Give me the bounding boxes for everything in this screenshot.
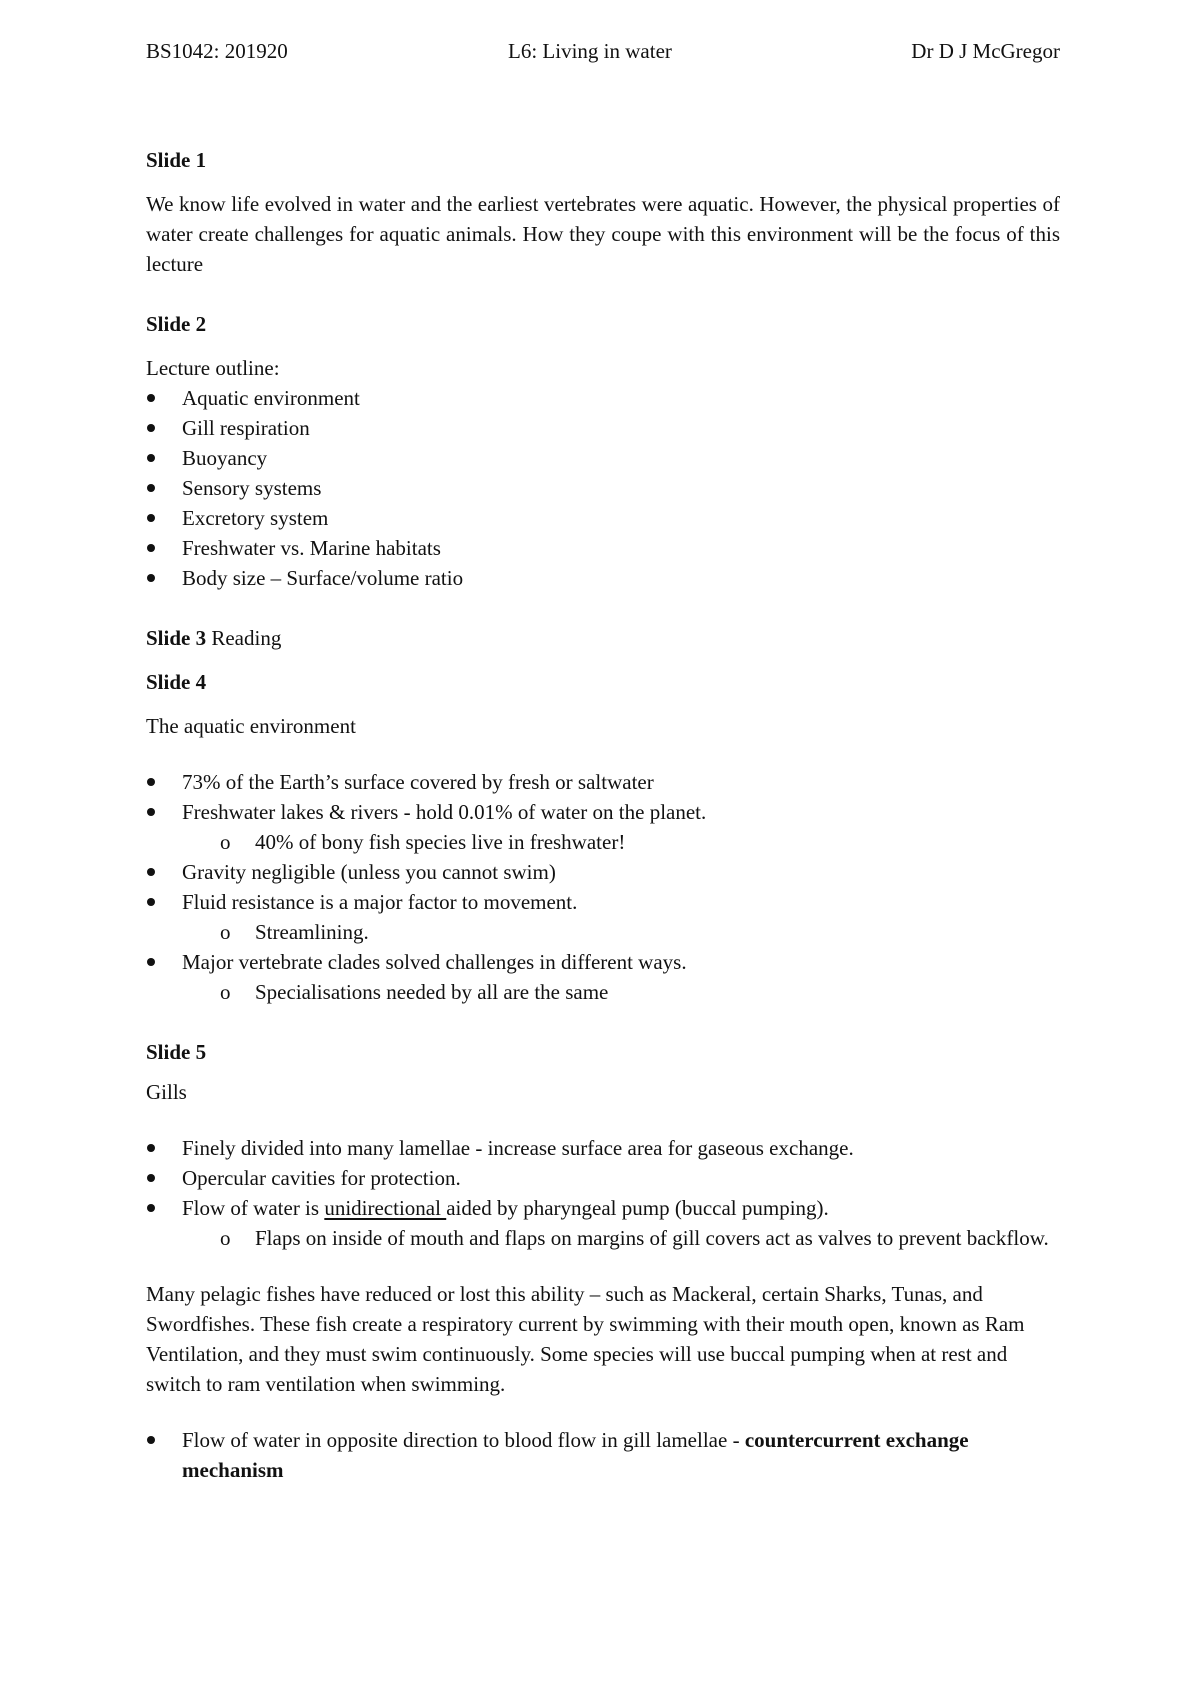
slide-4-intro: The aquatic environment xyxy=(146,714,356,738)
list-item: Major vertebrate clades solved challenges in different ways. o Specialisations needed by all are the same xyxy=(146,947,1060,1007)
bullet-icon xyxy=(147,808,155,816)
sub-list xyxy=(146,827,1060,857)
header-author: Dr D J McGregor xyxy=(911,39,1060,63)
slide-2-heading: Slide 2 xyxy=(146,312,207,336)
slide-5-intro: Gills xyxy=(146,1080,187,1104)
header-course-code: BS1042: 201920 xyxy=(146,39,288,63)
bullet-icon xyxy=(147,778,155,786)
sub-list xyxy=(146,977,1060,1007)
sub-list-item: o Specialisations needed by all are the same xyxy=(146,977,1060,1007)
sub-list-item: o Streamlining. xyxy=(146,917,1060,947)
slide-1-heading: Slide 1 xyxy=(146,148,207,172)
list-item: Sensory systems xyxy=(146,473,1060,503)
list-item: Body size – Surface/volume ratio xyxy=(146,563,1060,593)
list-item: 73% of the Earth’s surface covered by fresh or saltwater xyxy=(146,767,1060,797)
bullet-icon xyxy=(147,1174,155,1182)
document-body xyxy=(146,145,1060,1485)
bullet-icon xyxy=(147,958,155,966)
slide-5-heading: Slide 5 xyxy=(146,1040,207,1064)
slide-5-section xyxy=(146,1037,1060,1485)
list-item: Freshwater vs. Marine habitats xyxy=(146,533,1060,563)
slide-3-heading: Slide 3 xyxy=(146,626,207,650)
circle-bullet-icon: o xyxy=(220,830,231,854)
bullet-icon xyxy=(147,898,155,906)
bold-term: countercurrent exchange mechanism xyxy=(182,1428,969,1482)
list-item: Gill respiration xyxy=(146,413,1060,443)
bullet-icon xyxy=(147,868,155,876)
bullet-icon xyxy=(147,394,155,402)
bullet-icon xyxy=(147,484,155,492)
sub-list xyxy=(146,917,1060,947)
sub-list-item: o Flaps on inside of mouth and flaps on margins of gill covers act as valves to prevent backflow. xyxy=(146,1223,1060,1253)
list-item: Opercular cavities for protection. xyxy=(146,1163,1060,1193)
list-item: Gravity negligible (unless you cannot swim) xyxy=(146,857,1060,887)
circle-bullet-icon: o xyxy=(220,1226,231,1250)
list-item: Excretory system xyxy=(146,503,1060,533)
slide-1-section xyxy=(146,145,1060,279)
slide-2-section xyxy=(146,309,1060,593)
slide-3-text: Reading xyxy=(211,626,282,650)
list-item: Aquatic environment xyxy=(146,383,1060,413)
bullet-icon xyxy=(147,424,155,432)
list-item: Freshwater lakes & rivers - hold 0.01% of water on the planet. o 40% of bony fish species live in freshwater! xyxy=(146,797,1060,857)
list-item: Flow of water in opposite direction to blood flow in gill lamellae - countercurrent exchange mechanism xyxy=(146,1425,1060,1485)
sub-list xyxy=(146,1223,1060,1253)
list-item: Flow of water is unidirectional aided by pharyngeal pump (buccal pumping). o Flaps on inside of mouth and flaps on margins of gill covers act as valves to prevent backflow. xyxy=(146,1193,1060,1253)
bullet-icon xyxy=(147,1204,155,1212)
list-item: Fluid resistance is a major factor to movement. o Streamlining. xyxy=(146,887,1060,947)
gills-list xyxy=(146,1133,1060,1253)
countercurrent-list xyxy=(146,1425,1060,1485)
lecture-outline-list xyxy=(146,383,1060,593)
circle-bullet-icon: o xyxy=(220,980,231,1004)
slide-1-text: We know life evolved in water and the earliest vertebrates were aquatic. However, the physical properties of water create challenges for aquatic animals. How they coupe with this environment will be the focus of this lecture xyxy=(146,192,1060,276)
bullet-icon xyxy=(147,1436,155,1444)
bullet-icon xyxy=(147,1144,155,1152)
slide-4-section xyxy=(146,667,1060,1007)
aquatic-environment-list xyxy=(146,767,1060,1007)
circle-bullet-icon: o xyxy=(220,920,231,944)
underlined-term: unidirectional xyxy=(324,1196,447,1220)
slide-5-paragraph: Many pelagic fishes have reduced or lost this ability – such as Mackeral, certain Sharks, Tunas, and Swordfishes. These fish create a respiratory current by swimming with their mouth open, known as Ram Ventilation, and they must swim continuously. Some species will use buccal pumping when at rest and switch to ram ventilation when swimming. xyxy=(146,1282,1025,1396)
slide-2-intro: Lecture outline: xyxy=(146,356,280,380)
bullet-icon xyxy=(147,514,155,522)
bullet-icon xyxy=(147,544,155,552)
list-item: Finely divided into many lamellae - increase surface area for gaseous exchange. xyxy=(146,1133,1060,1163)
bullet-icon xyxy=(147,454,155,462)
slide-3-section xyxy=(146,623,1060,653)
header-lecture-title: L6: Living in water xyxy=(508,39,672,63)
bullet-icon xyxy=(147,574,155,582)
slide-4-heading: Slide 4 xyxy=(146,670,207,694)
list-item: Buoyancy xyxy=(146,443,1060,473)
page-header xyxy=(146,36,1060,66)
sub-list-item: o 40% of bony fish species live in freshwater! xyxy=(146,827,1060,857)
